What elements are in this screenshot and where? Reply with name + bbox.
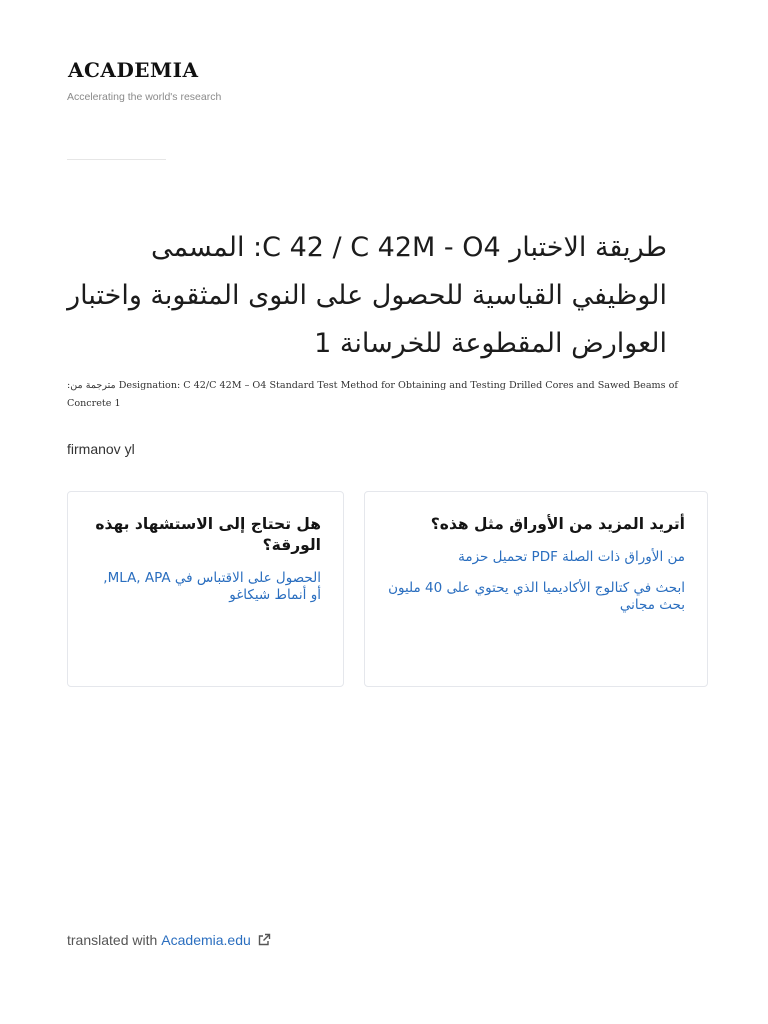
author-name[interactable]: firmanov yl [67,441,135,457]
source-prefix: مترجمة من: [67,380,116,391]
academia-edu-link[interactable]: Academia.edu [161,932,251,948]
download-pdf-pack-link[interactable]: من الأوراق ذات الصلة PDF تحميل حزمة [458,549,685,565]
title-part-1: طريقة الاختبار [500,232,667,264]
paper-title [67,224,667,368]
title-code: C 42 / C 42M - O4 [262,232,501,264]
more-papers-card-title: أتريد المزيد من الأوراق مثل هذه؟ [430,515,685,533]
source-text: Designation: C 42/C 42M – O4 Standard Test Method for Obtaining and Testing Drilled Cores and Sawed Beams of Concrete 1 [67,380,678,409]
search-catalog-link[interactable]: ابحث في كتالوج الأكاديميا الذي يحتوي على 40 مليون بحث مجاني [388,580,685,613]
get-citation-link[interactable]: الحصول على الاقتباس في MLA, APA, أو أنماط شيكاغو [103,570,321,603]
more-papers-card [364,491,708,687]
cite-card-title: هل تحتاج إلى الاستشهاد بهذه الورقة؟ [95,515,321,554]
footer-translation-credit [67,932,271,948]
external-link-icon[interactable] [257,933,271,947]
academia-logo[interactable]: ACADEMIA [68,58,199,82]
source-designation [67,377,692,413]
footer-prefix: translated with [67,932,158,948]
tagline: Accelerating the world's research [67,91,222,103]
title-part-2: : المسمى الوظيفي القياسية للحصول على النوى المثقوبة واختبار العوارض المقطوعة للخرسانة 1 [67,232,667,360]
cite-card [67,491,344,687]
divider [67,159,166,160]
